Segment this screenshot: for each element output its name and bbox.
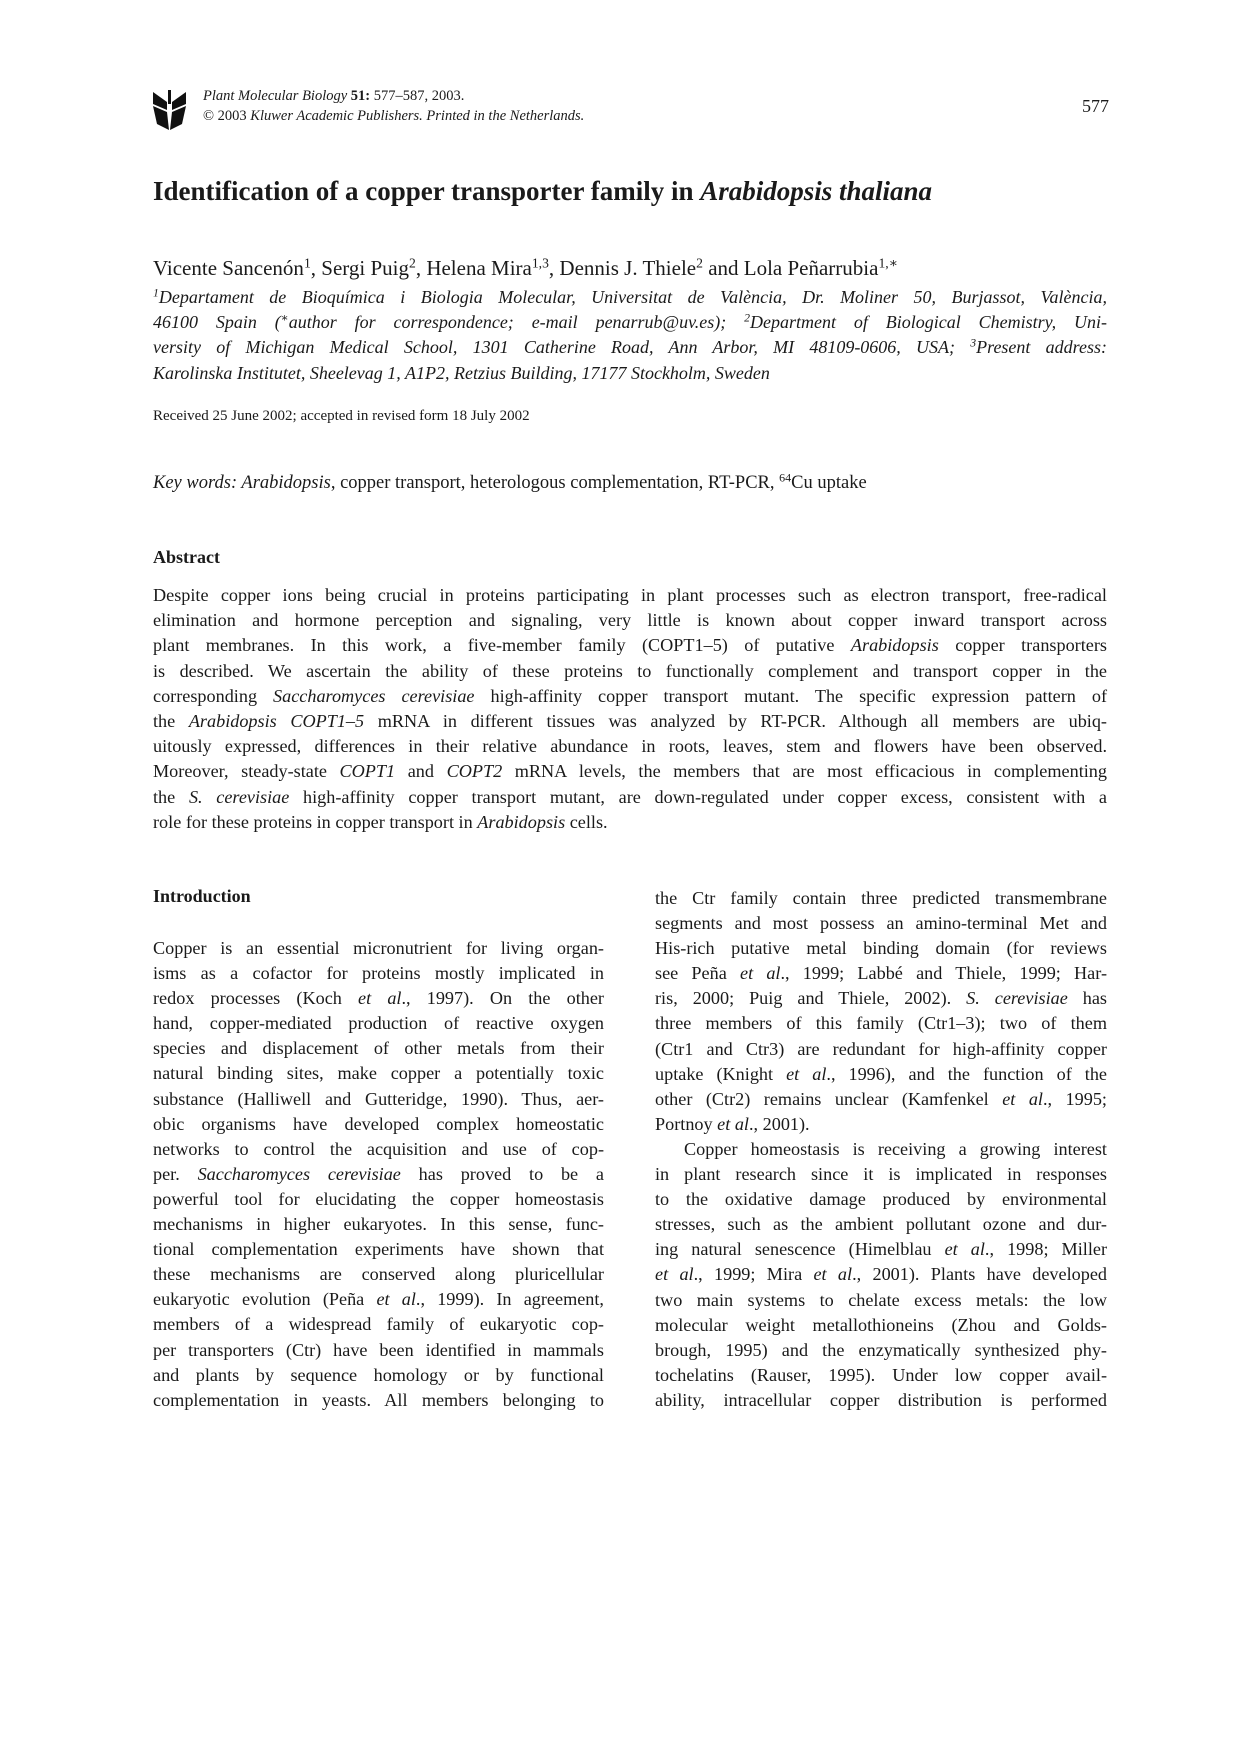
italic-text: Kluwer Academic Publishers. Printed in the Netherlands. [250,108,585,124]
text-run: , Sergi Puig [310,256,409,280]
text-line [153,1312,604,1337]
introduction-heading: Introduction [153,886,251,906]
text-run: ., 1999; Mira [693,1264,814,1285]
text-line [153,936,604,961]
italic-text: Arabidopsis [477,811,566,832]
text-run: , copper transport, heterologous complementation, RT-PCR, [330,473,780,493]
text-line [153,785,1107,810]
text-run: ris, 2000; Puig and Thiele, 2002). [655,988,967,1009]
italic-text: et al [655,1264,694,1285]
text-run: author for correspondence; e-mail penarrub@uv.es); [288,312,745,333]
text-run: ., 1995; [1042,1088,1107,1109]
italic-text: et al [1002,1088,1043,1109]
text-run: members of a widespread family of eukaryotic cop- [153,1314,604,1335]
text-line [153,1287,604,1312]
text-line [655,1037,1107,1062]
text-line [153,986,604,1011]
text-line [153,1363,604,1388]
bold-text: 51: [350,88,371,104]
page-number: 577 [1082,96,1109,116]
introduction-right-column [655,886,1107,1413]
text-line [153,310,1107,335]
text-line [655,1062,1107,1087]
text-run: ., 1998; Miller [984,1239,1108,1260]
author-list [153,256,898,281]
text-line [153,633,1107,658]
text-run: has [1067,988,1107,1009]
text-run: eukaryotic evolution (Peña [153,1289,377,1310]
text-line [153,608,1107,633]
text-run: ing natural senescence (Himelblau [655,1239,945,1260]
text-run: has proved to be a [400,1163,605,1184]
text-line [655,1112,1107,1137]
text-run: Cu uptake [791,473,867,493]
italic-text: Saccharomyces cerevisiae [273,685,475,706]
received-dates [153,408,530,425]
text-run: molecular weight metallothioneins (Zhou and Golds- [655,1314,1107,1335]
text-run: mRNA in different tissues was analyzed by RT-PCR. Although all members are ubiq- [364,711,1107,732]
journal-line-1 [203,86,584,106]
text-run: other (Ctr2) remains unclear (Kamfenkel [655,1088,1003,1109]
text-run: 46100 Spain ( [153,312,281,333]
text-line [153,1388,604,1413]
text-run: ability, intracellular copper distribution is performed [655,1389,1107,1410]
text-line [153,759,1107,784]
superscript: 3 [970,336,977,350]
keywords [153,470,867,494]
text-run: high-affinity copper transport mutant, are down-regulated under copper excess, consistent with a [289,786,1107,807]
publisher-logo-icon [153,90,186,132]
text-run: ., 1997). On the other [401,988,604,1009]
superscript: 1 [153,286,159,300]
text-run: ., 2001). [748,1113,810,1134]
text-run: Karolinska Institutet, Sheelevag 1, A1P2, Retzius Building, 17177 Stockholm, Sweden [153,362,770,383]
text-line [655,1313,1107,1338]
italic-text: Plant Molecular Biology [203,88,348,104]
italic-text: S. cerevisiae [966,988,1068,1009]
text-run: powerful tool for elucidating the copper homeostasis [153,1188,604,1209]
text-run: Vicente Sancenón [153,256,304,280]
text-run: Departament de Bioquímica i Biologia Molecular, Universitat de València, Dr. Moliner 50, Burjassot, València, [158,287,1107,307]
text-line [153,1061,604,1086]
paper-title [153,176,932,207]
text-run: ., 2001). Plants have developed [852,1264,1107,1285]
text-run: these mechanisms are conserved along pluricellular [153,1264,604,1285]
text-line [153,810,1107,835]
text-line [153,1237,604,1262]
text-run: hand, copper-mediated production of reactive oxygen [153,1013,604,1034]
text-run: © 2003 [203,108,251,124]
text-run: substance (Halliwell and Gutteridge, 1990). Thus, aer- [153,1088,604,1109]
text-line [655,1187,1107,1212]
italic-text: S. cerevisiae [188,786,290,807]
text-run: mechanisms in higher eukaryotes. In this sense, func- [153,1214,604,1235]
text-run: two main systems to chelate excess metals: the low [655,1289,1107,1310]
text-run: , Helena Mira [415,256,532,280]
text-run: per transporters (Ctr) have been identified in mammals [153,1339,604,1360]
text-run: 577–587, 2003. [370,88,465,104]
text-run: Moreover, steady-state [153,761,340,782]
bold-text: Identification of a copper transporter family in [153,176,701,206]
text-line [153,1087,604,1112]
text-run: Despite copper ions being crucial in proteins participating in plant processes such as electron transport, free-radical [153,585,1107,605]
introduction-left-column [153,936,604,1413]
text-run: the [153,786,189,807]
text-line [655,886,1107,911]
italic-text: et al [786,1063,827,1084]
italic-text: Arabidopsis [850,635,939,656]
text-run: species and displacement of other metals from their [153,1038,604,1059]
text-run: uitously expressed, differences in their relative abundance in roots, leaves, stem and flowers have been observed. [153,736,1107,757]
text-line [153,1036,604,1061]
superscript: 2 [408,255,416,271]
text-line [153,285,1107,310]
text-run: brough, 1995) and the enzymatically synthesized phy- [655,1339,1107,1360]
superscript: 1 [303,255,311,271]
text-run: mRNA levels, the members that are most efficacious in complementing [502,761,1107,782]
text-line [655,1011,1107,1036]
text-run: redox processes (Koch [153,988,359,1009]
italic-text: COPT1 [339,761,396,782]
text-line [153,1187,604,1212]
text-run: segments and most possess an amino-terminal Met and [655,913,1107,934]
text-run: tochelatins (Rauser, 1995). Under low copper avail- [655,1364,1107,1385]
text-line [655,936,1107,961]
text-run: Copper homeostasis is receiving a growing interest [684,1138,1107,1159]
text-line [153,659,1107,684]
superscript: ∗ [280,311,289,325]
text-line [153,1011,604,1036]
text-run: tional complementation experiments have shown that [153,1239,604,1260]
text-run: Copper is an essential micronutrient for living organ- [153,938,604,958]
text-line [153,1162,604,1187]
text-line [655,1388,1107,1413]
text-line [153,1112,604,1137]
text-run: copper transporters [938,635,1107,656]
text-line [153,1212,604,1237]
superscript: 1,3 [531,255,549,271]
text-run: isms as a cofactor for proteins mostly implicated in [153,963,604,984]
italic-text: Arabidopsis COPT1–5 [188,711,365,732]
text-line [153,734,1107,759]
superscript: 2 [744,311,750,325]
text-run: cells. [565,811,608,832]
bold-text: Arabidopsis thaliana [700,176,933,206]
text-run: Present address: [976,337,1107,358]
text-line [655,1338,1107,1363]
text-run: ., 1996), and the function of the [826,1063,1107,1084]
text-line [655,1237,1107,1262]
italic-text: et al [358,988,402,1009]
text-run: the Ctr family contain three predicted transmembrane [655,888,1107,908]
text-run: versity of Michigan Medical School, 1301 Catherine Road, Ann Arbor, MI 48109-0606, USA; [153,337,971,358]
text-run: the [153,711,189,732]
italic-text: et al [944,1239,985,1260]
text-line [655,1087,1107,1112]
italic-text: Saccharomyces cerevisiae [197,1163,401,1184]
text-run: in plant research since it is implicated in responses [655,1164,1107,1185]
text-run: to the oxidative damage produced by environmental [655,1189,1107,1210]
text-run: networks to control the acquisition and use of cop- [153,1138,604,1159]
text-line [655,911,1107,936]
abstract-body [153,583,1107,835]
italic-text: et al [813,1264,853,1285]
text-line [153,1262,604,1287]
italic-text: et al [717,1113,749,1134]
text-run: complementation in yeasts. All members belonging to [153,1389,604,1410]
italic-text: COPT2 [446,761,503,782]
text-line [153,684,1107,709]
text-line [153,1338,604,1363]
superscript: 64 [779,470,792,485]
text-run: corresponding [153,685,274,706]
text-run: high-affinity copper transport mutant. The specific expression pattern of [474,685,1108,706]
affiliations [153,285,1107,386]
text-line [153,1137,604,1162]
text-line [153,583,1107,608]
text-run: Received 25 June 2002; accepted in revised form 18 July 2002 [153,408,530,424]
text-run: ., 1999). In agreement, [415,1289,604,1310]
text-line [655,986,1107,1011]
text-run: plant membranes. In this work, a five-member family (COPT1–5) of putative [153,635,851,656]
superscript: 2 [696,255,703,271]
text-line [655,1288,1107,1313]
text-run: see Peña [655,963,740,984]
text-run: and Lola Peñarrubia [702,256,879,280]
text-line [655,1262,1107,1287]
text-line [655,1212,1107,1237]
text-run: Department of Biological Chemistry, Uni- [750,312,1108,333]
text-line [655,1162,1107,1187]
text-run: (Ctr1 and Ctr3) are redundant for high-affinity copper [655,1038,1107,1059]
text-run: uptake (Knight [655,1063,787,1084]
text-line [153,361,1107,386]
text-run: natural binding sites, make copper a potentially toxic [153,1063,604,1084]
text-line [655,1363,1107,1388]
text-run: three members of this family (Ctr1–3); two of them [655,1013,1107,1034]
text-run: role for these proteins in copper transport in [153,811,478,832]
italic-text: et al [376,1289,416,1310]
text-run: , Dennis J. Thiele [548,256,697,280]
text-line [655,961,1107,986]
text-run: and plants by sequence homology or by functional [153,1364,604,1385]
text-run: stresses, such as the ambient pollutant ozone and dur- [655,1214,1107,1235]
journal-line-2 [203,106,584,126]
text-line [655,1137,1107,1162]
italic-text: Key words: Arabidopsis [153,473,331,493]
text-run: elimination and hormone perception and signaling, very little is known about copper inward transport across [153,610,1107,631]
text-run: per. [153,1163,198,1184]
italic-text: et al [740,963,781,984]
text-line [153,709,1107,734]
superscript: 1,∗ [878,255,898,271]
journal-citation [203,86,584,126]
text-run: ., 1999; Labbé and Thiele, 1999; Har- [780,963,1108,984]
text-run: and [395,761,447,782]
text-run: obic organisms have developed complex homeostatic [153,1113,604,1134]
text-run: His-rich putative metal binding domain (for reviews [655,938,1107,959]
text-run: is described. We ascertain the ability of these proteins to functionally complement and transport copper in the [153,660,1107,681]
abstract-heading: Abstract [153,547,220,567]
text-line [153,335,1107,360]
text-run: Portnoy [655,1113,718,1134]
text-line [153,961,604,986]
